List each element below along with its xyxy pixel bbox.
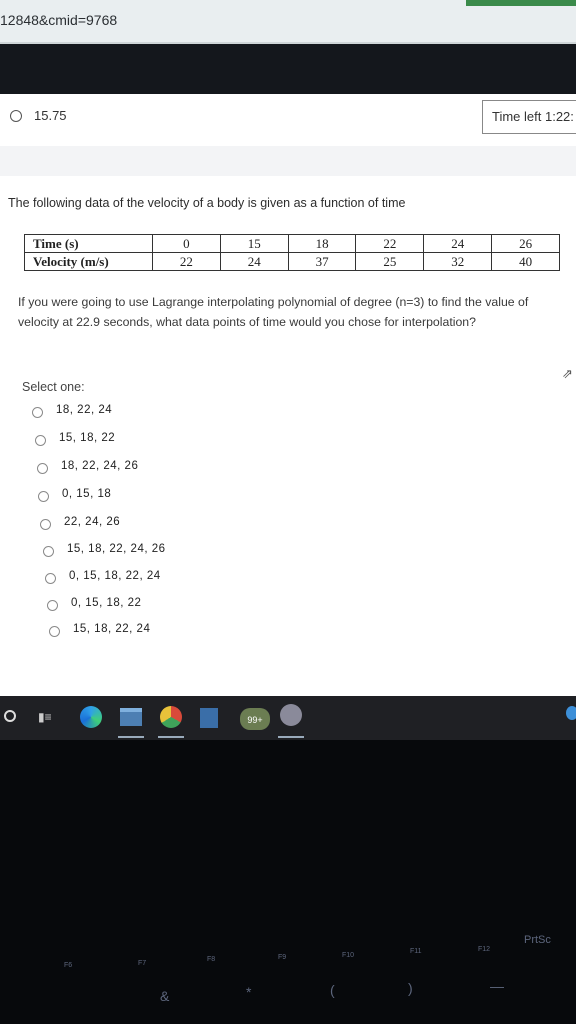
active-indicator	[278, 736, 304, 738]
option-label[interactable]: 0, 15, 18, 22	[71, 597, 142, 609]
key-f6: F6	[64, 962, 73, 969]
question-prompt: If you were going to use Lagrange interpolating polynomial of degree (n=3) to find the value of velocity at 22.9 seconds, what data points of time would you chose for interpolation?	[18, 295, 529, 329]
start-icon[interactable]	[4, 710, 16, 722]
edge-icon[interactable]	[80, 706, 102, 728]
key-prtsc: PrtSc	[524, 934, 551, 946]
table-cell: 0	[153, 235, 221, 253]
store-icon[interactable]	[200, 708, 218, 728]
laptop-keyboard	[0, 740, 576, 1024]
table-cell: 40	[492, 253, 560, 271]
table-cell: 37	[288, 253, 356, 271]
row-header-velocity: Velocity (m/s)	[25, 253, 153, 271]
option-label[interactable]: 15, 18, 22	[59, 432, 116, 444]
active-indicator	[158, 736, 184, 738]
radio-button[interactable]	[37, 463, 48, 474]
key-f12: F12	[478, 946, 491, 953]
table-row-velocity	[25, 253, 560, 271]
key-f8: F8	[207, 956, 216, 963]
option-label[interactable]: 0, 15, 18, 22, 24	[69, 570, 161, 582]
table-cell: 26	[492, 235, 560, 253]
radio-button[interactable]	[38, 491, 49, 502]
url-text[interactable]: 12848&cmid=9768	[0, 12, 118, 28]
browser-accent-strip	[466, 0, 576, 6]
chrome-icon[interactable]	[160, 706, 182, 728]
table-cell: 18	[288, 235, 356, 253]
option-label[interactable]: 18, 22, 24, 26	[61, 460, 139, 472]
radio-button[interactable]	[45, 573, 56, 584]
table-cell: 22	[153, 253, 221, 271]
radio-button[interactable]	[32, 407, 43, 418]
mouse-cursor-icon: ⇗	[562, 366, 573, 381]
system-tray-icon[interactable]	[566, 706, 576, 720]
file-explorer-icon[interactable]	[120, 708, 142, 726]
radio-button[interactable]	[49, 626, 60, 637]
previous-question-option[interactable]	[0, 94, 576, 146]
table-cell: 24	[220, 253, 288, 271]
key-close-paren: )	[408, 980, 413, 996]
table-cell: 24	[424, 235, 492, 253]
browser-url-bar[interactable]	[0, 0, 576, 44]
velocity-data-table	[24, 234, 560, 271]
key-f10: F10	[342, 952, 355, 959]
table-cell: 25	[356, 253, 424, 271]
time-left-box: Time left 1:22:	[482, 100, 576, 134]
radio-button[interactable]	[35, 435, 46, 446]
table-cell: 15	[220, 235, 288, 253]
row-header-time: Time (s)	[25, 235, 153, 253]
app-icon[interactable]	[280, 704, 302, 726]
key-f7: F7	[138, 960, 147, 967]
key-dash: —	[490, 978, 504, 994]
key-open-paren: (	[330, 982, 335, 998]
key-f11: F11	[410, 948, 422, 955]
active-indicator	[118, 736, 144, 738]
quiz-page	[0, 94, 576, 696]
previous-option-value: 15.75	[34, 108, 67, 123]
select-one-label: Select one:	[22, 380, 85, 394]
task-view-icon[interactable]: ▮≡	[38, 710, 52, 724]
option-label[interactable]: 15, 18, 22, 24, 26	[67, 543, 166, 555]
table-cell: 32	[424, 253, 492, 271]
radio-button[interactable]	[43, 546, 54, 557]
option-label[interactable]: 18, 22, 24	[56, 404, 113, 416]
key-ampersand: &	[160, 988, 170, 1004]
key-f9: F9	[278, 954, 287, 961]
radio-button[interactable]	[47, 600, 58, 611]
key-asterisk: *	[246, 984, 252, 1000]
windows-taskbar	[0, 696, 576, 740]
browser-top-band	[0, 44, 576, 94]
radio-button[interactable]	[10, 110, 22, 122]
option-label[interactable]: 15, 18, 22, 24	[73, 623, 151, 635]
table-row-time	[25, 235, 560, 253]
radio-button[interactable]	[40, 519, 51, 530]
notification-badge-icon[interactable]: 99+	[240, 708, 270, 730]
question-intro: The following data of the velocity of a body is given as a function of time	[8, 196, 406, 210]
option-label[interactable]: 22, 24, 26	[64, 516, 121, 528]
question-panel	[0, 176, 576, 696]
table-cell: 22	[356, 235, 424, 253]
option-label[interactable]: 0, 15, 18	[62, 488, 112, 500]
